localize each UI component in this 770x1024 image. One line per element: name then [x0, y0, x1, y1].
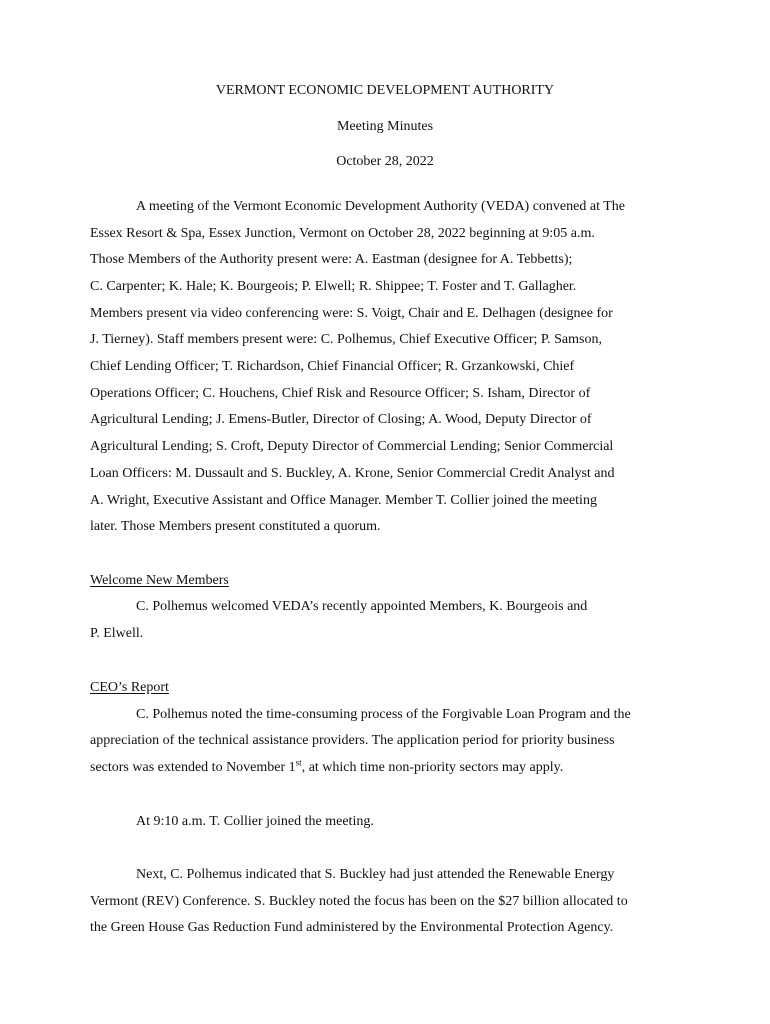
section-heading-welcome: Welcome New Members [90, 573, 229, 588]
organization-title: VERMONT ECONOMIC DEVELOPMENT AUTHORITY [215, 83, 555, 98]
intro-line: Members present via video conferencing were: S. Voigt, Chair and E. Delhagen (designee for [90, 306, 613, 321]
intro-line: Agricultural Lending; J. Emens-Butler, Director of Closing; A. Wood, Deputy Director of [90, 412, 592, 427]
ceo-report-line: appreciation of the technical assistance providers. The application period for priority business [90, 733, 615, 748]
rev-line: Next, C. Polhemus indicated that S. Buckley had just attended the Renewable Energy [136, 867, 615, 882]
document-type: Meeting Minutes [336, 119, 434, 134]
intro-line: Essex Resort & Spa, Essex Junction, Vermont on October 28, 2022 beginning at 9:05 a.m. [90, 226, 595, 241]
meeting-date: October 28, 2022 [336, 154, 434, 169]
ceo-report-line: C. Polhemus noted the time-consuming process of the Forgivable Loan Program and the [136, 707, 631, 722]
intro-line: Operations Officer; C. Houchens, Chief Risk and Resource Officer; S. Isham, Director of [90, 386, 591, 401]
section-heading-ceo-report: CEO’s Report [90, 680, 169, 695]
ordinal-suffix: st [295, 757, 302, 768]
welcome-line: P. Elwell. [90, 626, 144, 641]
intro-line: C. Carpenter; K. Hale; K. Bourgeois; P. Elwell; R. Shippee; T. Foster and T. Gallagher. [90, 279, 577, 294]
welcome-line: C. Polhemus welcomed VEDA’s recently appointed Members, K. Bourgeois and [136, 599, 588, 614]
rev-line: the Green House Gas Reduction Fund administered by the Environmental Protection Agency. [90, 920, 614, 935]
intro-line: Those Members of the Authority present were: A. Eastman (designee for A. Tebbetts); [90, 252, 573, 267]
intro-line: Agricultural Lending; S. Croft, Deputy Director of Commercial Lending; Senior Commercial [90, 439, 614, 454]
ceo-report-text: , at which time non-priority sectors may apply. [301, 760, 564, 775]
intro-line: J. Tierney). Staff members present were: C. Polhemus, Chief Executive Officer; P. Samson, [90, 332, 602, 347]
intro-line: later. Those Members present constituted a quorum. [90, 519, 381, 534]
intro-line: Chief Lending Officer; T. Richardson, Chief Financial Officer; R. Grzankowski, Chief [90, 359, 575, 374]
intro-line: A meeting of the Vermont Economic Development Authority (VEDA) convened at The [136, 199, 625, 214]
ceo-report-text: sectors was extended to November 1 [90, 760, 296, 775]
ceo-report-line [90, 759, 563, 777]
intro-line: Loan Officers: M. Dussault and S. Buckley, A. Krone, Senior Commercial Credit Analyst and [90, 466, 615, 481]
intro-line: A. Wright, Executive Assistant and Office Manager. Member T. Collier joined the meeting [90, 493, 597, 508]
rev-line: Vermont (REV) Conference. S. Buckley noted the focus has been on the $27 billion allocated to [90, 894, 628, 909]
collier-joined-note: At 9:10 a.m. T. Collier joined the meeting. [136, 814, 374, 829]
